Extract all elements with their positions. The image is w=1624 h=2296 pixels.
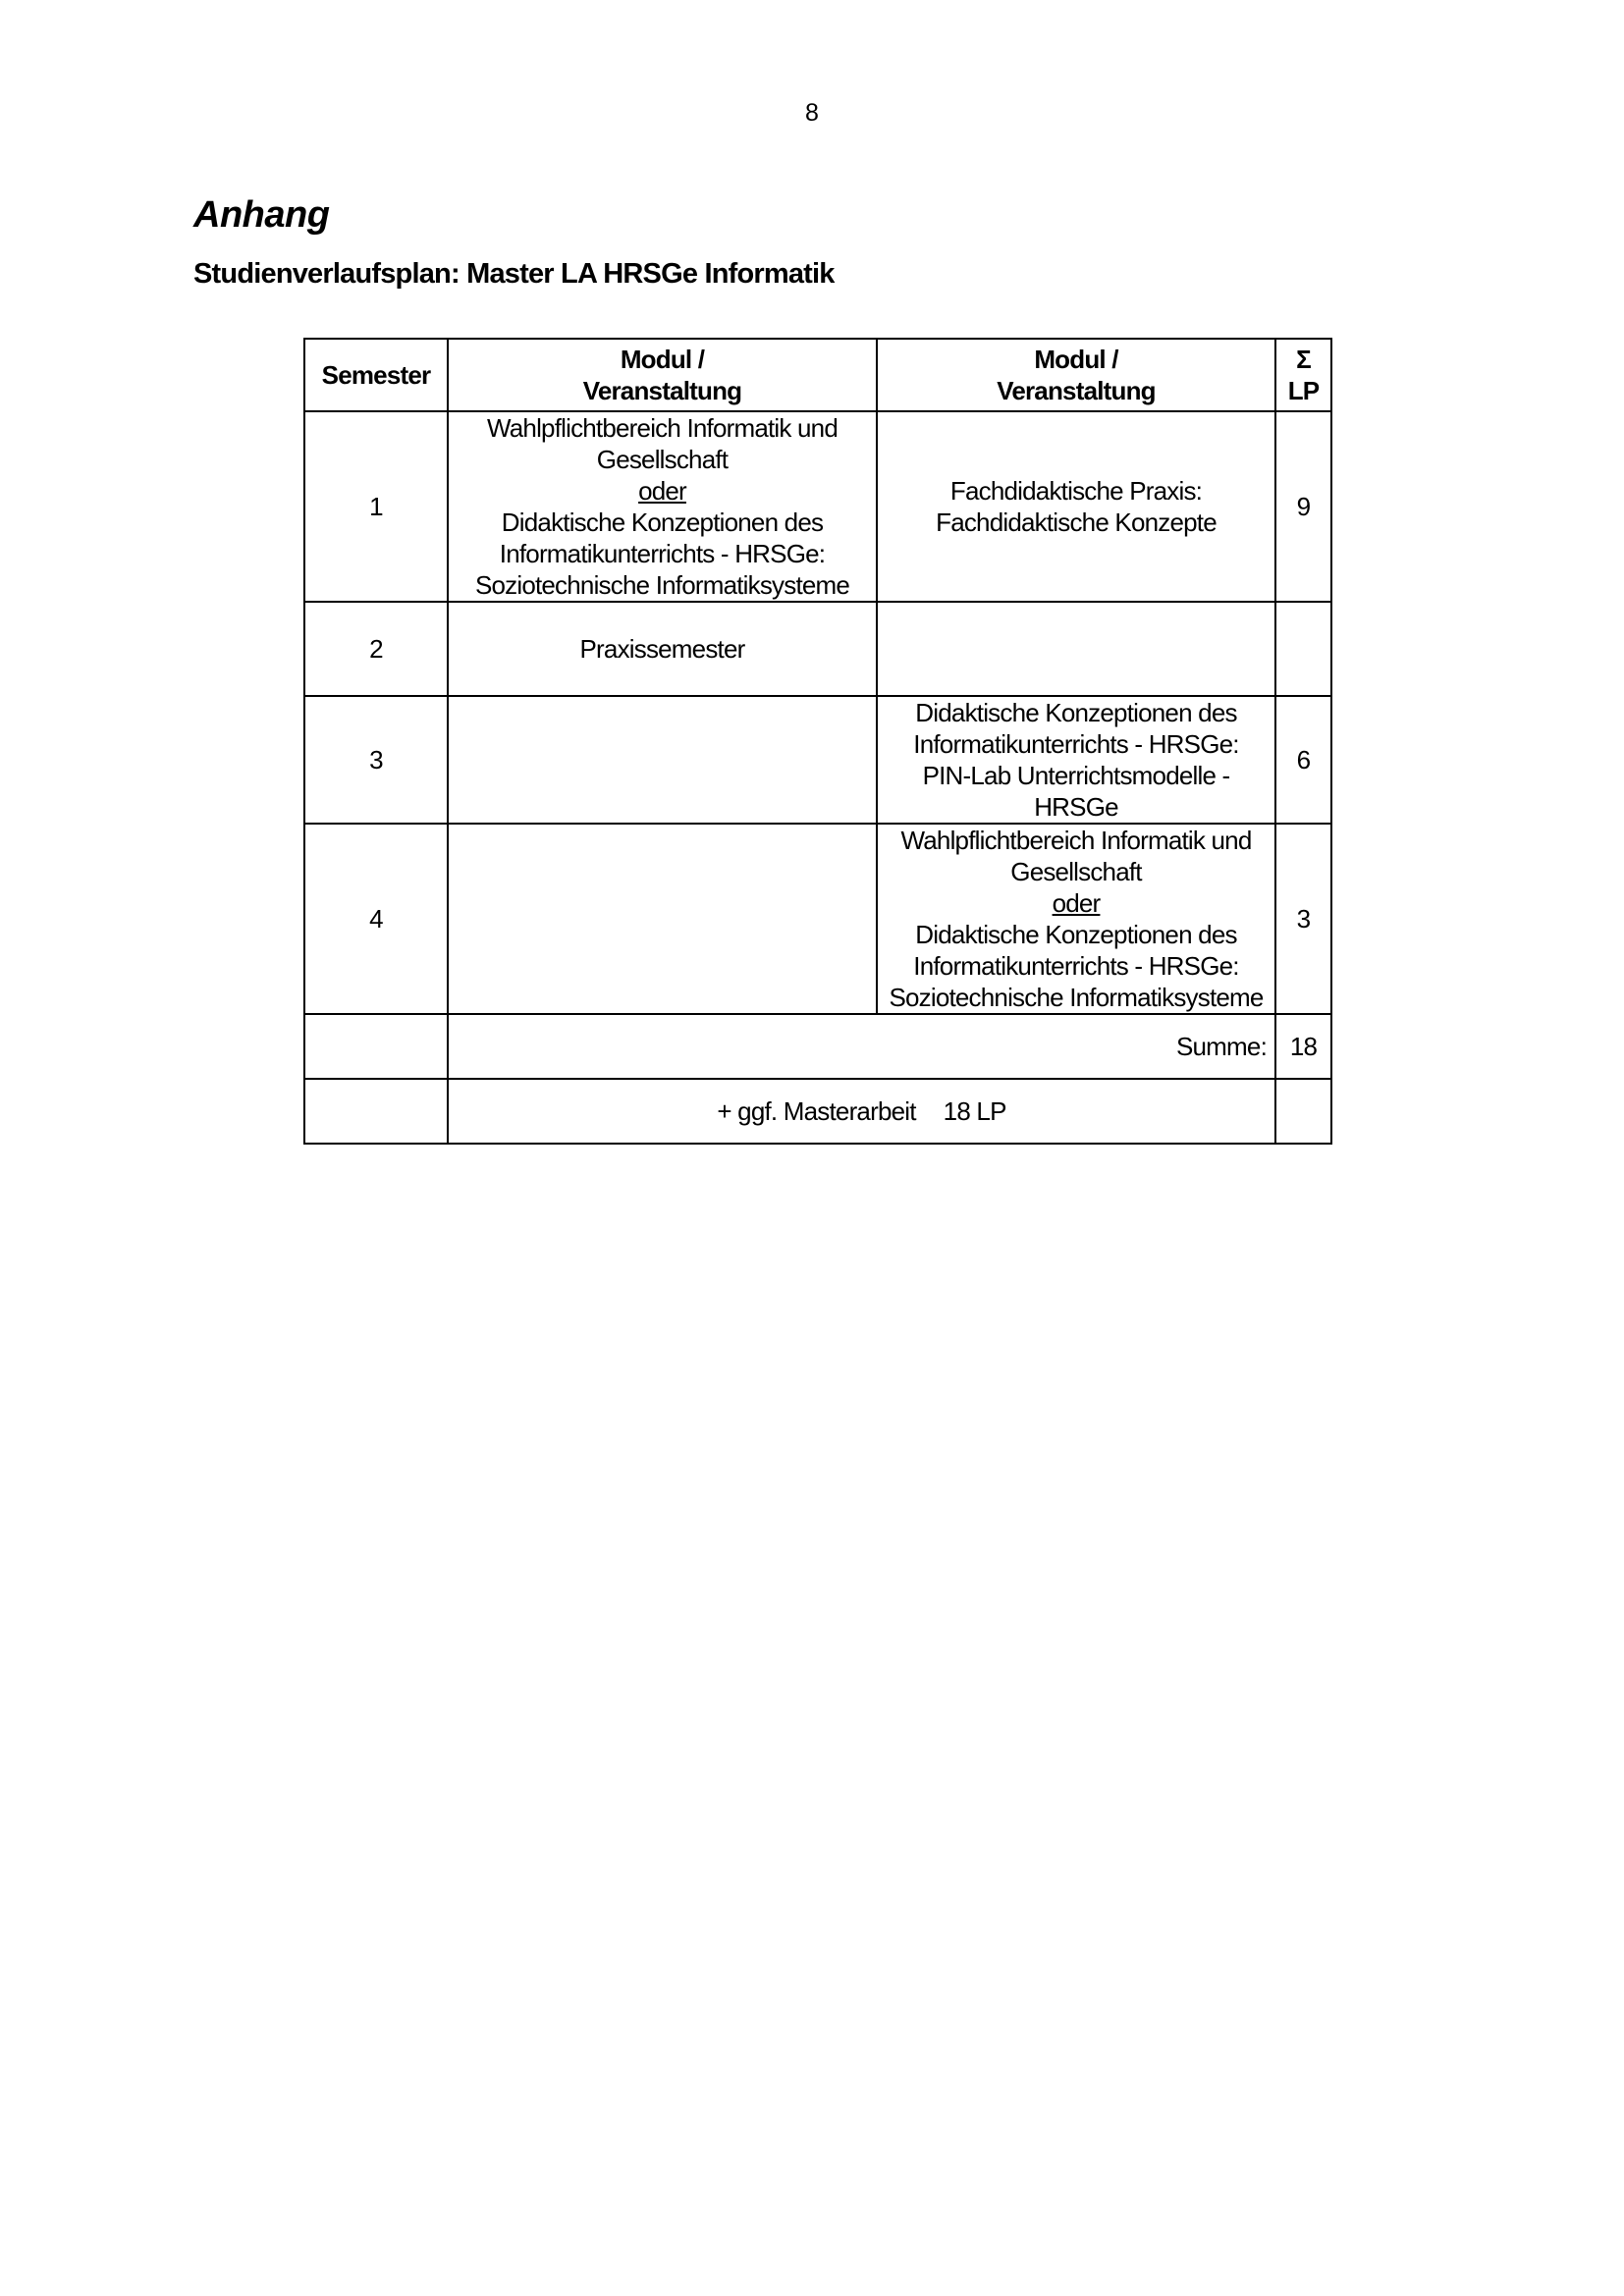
cell-line: PIN-Lab Unterrichtsmodelle - HRSGe: [922, 761, 1230, 822]
header-semester: Semester: [304, 339, 448, 411]
modul-cell-2: [877, 824, 1275, 1014]
header-modul-1-line1: Modul /: [620, 345, 705, 374]
thesis-row: [304, 1079, 1331, 1144]
lp-cell: [1275, 602, 1331, 696]
cell-line: Gesellschaft: [1010, 857, 1142, 886]
table-row: [304, 824, 1331, 1014]
cell-line: Soziotechnische Informatiksysteme: [889, 983, 1264, 1012]
cell-line: Praxissemester: [579, 634, 745, 664]
semester-cell: 3: [304, 696, 448, 824]
table-row: [304, 602, 1331, 696]
semester-cell: 4: [304, 824, 448, 1014]
cell-line: Informatikunterrichts - HRSGe:: [913, 729, 1239, 759]
table-row: [304, 411, 1331, 602]
header-modul-2-line1: Modul /: [1034, 345, 1118, 374]
header-lp: [1275, 339, 1331, 411]
modul-cell-1: [448, 602, 877, 696]
table-header-row: [304, 339, 1331, 411]
thesis-label: + ggf. Masterarbeit: [717, 1096, 916, 1126]
modul-cell-1: [448, 824, 877, 1014]
page-subtitle: Studienverlaufsplan: Master LA HRSGe Informatik: [193, 258, 835, 290]
semester-cell: 2: [304, 602, 448, 696]
header-modul-1-line2: Veranstaltung: [582, 376, 742, 405]
lp-cell: 3: [1275, 824, 1331, 1014]
cell-line: Didaktische Konzeptionen des: [501, 507, 824, 537]
sum-row: [304, 1014, 1331, 1079]
modul-cell-2: [877, 696, 1275, 824]
sum-empty-cell: [304, 1014, 448, 1079]
header-modul-2: [877, 339, 1275, 411]
thesis-empty-cell: [304, 1079, 448, 1144]
thesis-value: 18 LP: [943, 1096, 1006, 1126]
header-lp-label: LP: [1287, 376, 1320, 405]
semester-cell: 1: [304, 411, 448, 602]
cell-line: Informatikunterrichts - HRSGe:: [913, 951, 1239, 981]
study-plan-table: [303, 338, 1332, 1145]
cell-line: Wahlpflichtbereich Informatik und: [900, 826, 1252, 855]
table-row: [304, 696, 1331, 824]
lp-cell: 6: [1275, 696, 1331, 824]
cell-line: Wahlpflichtbereich Informatik und: [486, 413, 839, 443]
header-modul-2-line2: Veranstaltung: [997, 376, 1156, 405]
cell-line: Fachdidaktische Konzepte: [936, 507, 1217, 537]
lp-cell: 9: [1275, 411, 1331, 602]
cell-line-oder: oder: [1052, 888, 1101, 918]
cell-line: Gesellschaft: [596, 445, 729, 474]
thesis-cell: [448, 1079, 1275, 1144]
cell-line: Didaktische Konzeptionen des: [915, 920, 1237, 949]
cell-line: Fachdidaktische Praxis:: [949, 476, 1203, 506]
page-title: Anhang: [193, 194, 330, 236]
cell-line-oder: oder: [638, 476, 686, 506]
modul-cell-1: [448, 696, 877, 824]
cell-line: Didaktische Konzeptionen des: [915, 698, 1237, 727]
header-modul-1: [448, 339, 877, 411]
sum-label: Summe:: [448, 1014, 1275, 1079]
modul-cell-1: [448, 411, 877, 602]
cell-line: Soziotechnische Informatiksysteme: [474, 570, 850, 600]
header-lp-sigma: Σ: [1296, 345, 1311, 374]
modul-cell-2: [877, 411, 1275, 602]
sum-value: 18: [1275, 1014, 1331, 1079]
thesis-lp-cell: [1275, 1079, 1331, 1144]
modul-cell-2: [877, 602, 1275, 696]
cell-line: Informatikunterrichts - HRSGe:: [499, 539, 826, 568]
page-number: 8: [805, 99, 819, 127]
